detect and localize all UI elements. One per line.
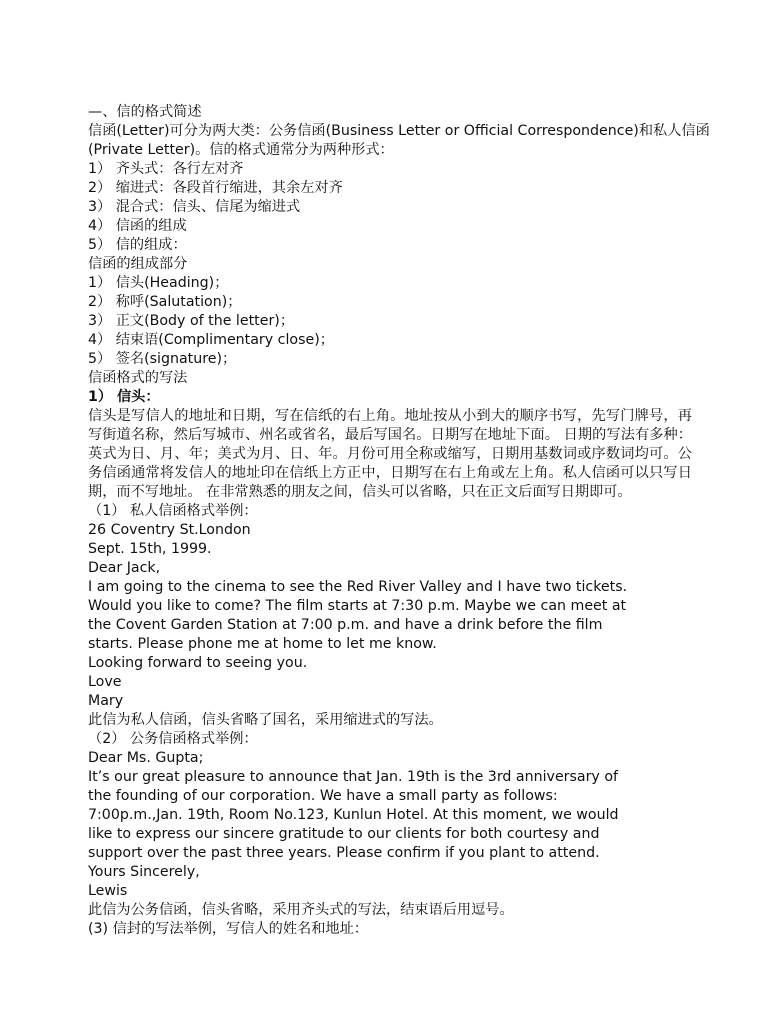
format-item: 2） 缩进式：各段首行缩进，其余左对齐	[88, 180, 343, 196]
component-item: 1） 信头(Heading)；	[88, 275, 229, 291]
business-letter-example	[88, 730, 692, 920]
private-letter-example	[88, 502, 692, 730]
intro-text-line: (Private Letter)。信的格式通常分为两种形式：	[88, 142, 394, 158]
letter-closing: Yours Sincerely,	[88, 864, 200, 880]
document-page	[88, 103, 710, 939]
subsection-title: 信函格式的写法	[88, 370, 188, 386]
component-item: 4） 结束语(Complimentary close)；	[88, 332, 334, 348]
intro-text-line: 信函(Letter)可分为两大类：公务信函(Business Letter or Official Correspondence)和私人信函	[88, 123, 710, 139]
letter-address: 26 Coventry St.London	[88, 522, 251, 538]
example-label: （2） 公务信函格式举例：	[88, 731, 258, 747]
envelope-example-label: (3) 信封的写法举例，写信人的姓名和地址：	[88, 921, 368, 937]
letter-body-line: I am going to the cinema to see the Red River Valley and I have two tickets.	[88, 579, 628, 595]
letter-salutation: Dear Ms. Gupta;	[88, 750, 204, 766]
letter-closing: Love	[88, 674, 122, 690]
heading-section-title: 1） 信头：	[88, 389, 160, 405]
component-item: 5） 签名(signature)；	[88, 351, 237, 367]
letter-body-line: like to express our sincere gratitude to our clients for both courtesy and	[88, 826, 600, 842]
letter-body-line: 7:00p.m.,Jan. 19th, Room No.123, Kunlun Hotel. At this moment, we would	[88, 807, 619, 823]
format-item: 5） 信的组成：	[88, 237, 187, 253]
example-note: 此信为私人信函，信头省略了国名，采用缩进式的写法。	[88, 712, 443, 728]
letter-date: Sept. 15th, 1999.	[88, 541, 212, 557]
letter-body-line: support over the past three years. Please confirm if you plant to attend.	[88, 845, 600, 861]
component-item: 3） 正文(Body of the letter)；	[88, 313, 295, 329]
letter-body-line: starts. Please phone me at home to let me know.	[88, 636, 437, 652]
section-title: —、信的格式简述	[88, 104, 202, 120]
subsection-title: 信函的组成部分	[88, 256, 188, 272]
letter-body-line: Would you like to come? The film starts at 7:30 p.m. Maybe we can meet at	[88, 598, 627, 614]
example-note: 此信为公务信函，信头省略，采用齐头式的写法，结束语后用逗号。	[88, 902, 514, 918]
letter-signature: Lewis	[88, 883, 128, 899]
letter-body-line: Looking forward to seeing you.	[88, 655, 308, 671]
component-item: 2） 称呼(Salutation)；	[88, 294, 242, 310]
intro-section	[88, 103, 710, 388]
example-label: （1） 私人信函格式举例：	[88, 503, 258, 519]
heading-explanation-paragraph: 信头是写信人的地址和日期，写在信纸的右上角。地址按从小到大的顺序书写，先写门牌号，再写街道名称，然后写城市、州名或省名，最后写国名。日期写在地址下面。 日期的写法有多种：英式为日、月、年；美式为月、日、年。月份可用全称或缩写，日期用基数词或序数词均可。公务信函通常将发信人的地址印在信纸上方正中，日期写在右上角或左上角。私人信函可以只写日期，而不写地址。 在非常熟悉的朋友之间，信头可以省略，只在正文后面写日期即可。	[88, 408, 692, 500]
letter-salutation: Dear Jack,	[88, 560, 161, 576]
format-item: 4） 信函的组成	[88, 218, 187, 234]
format-item: 1） 齐头式：各行左对齐	[88, 161, 244, 177]
format-item: 3） 混合式：信头、信尾为缩进式	[88, 199, 301, 215]
letter-body-line: the Covent Garden Station at 7:00 p.m. and have a drink before the film	[88, 617, 603, 633]
letter-body-line: It’s our great pleasure to announce that Jan. 19th is the 3rd anniversary of	[88, 769, 619, 785]
letter-signature: Mary	[88, 693, 124, 709]
letter-body-line: the founding of our corporation. We have a small party as follows:	[88, 788, 558, 804]
